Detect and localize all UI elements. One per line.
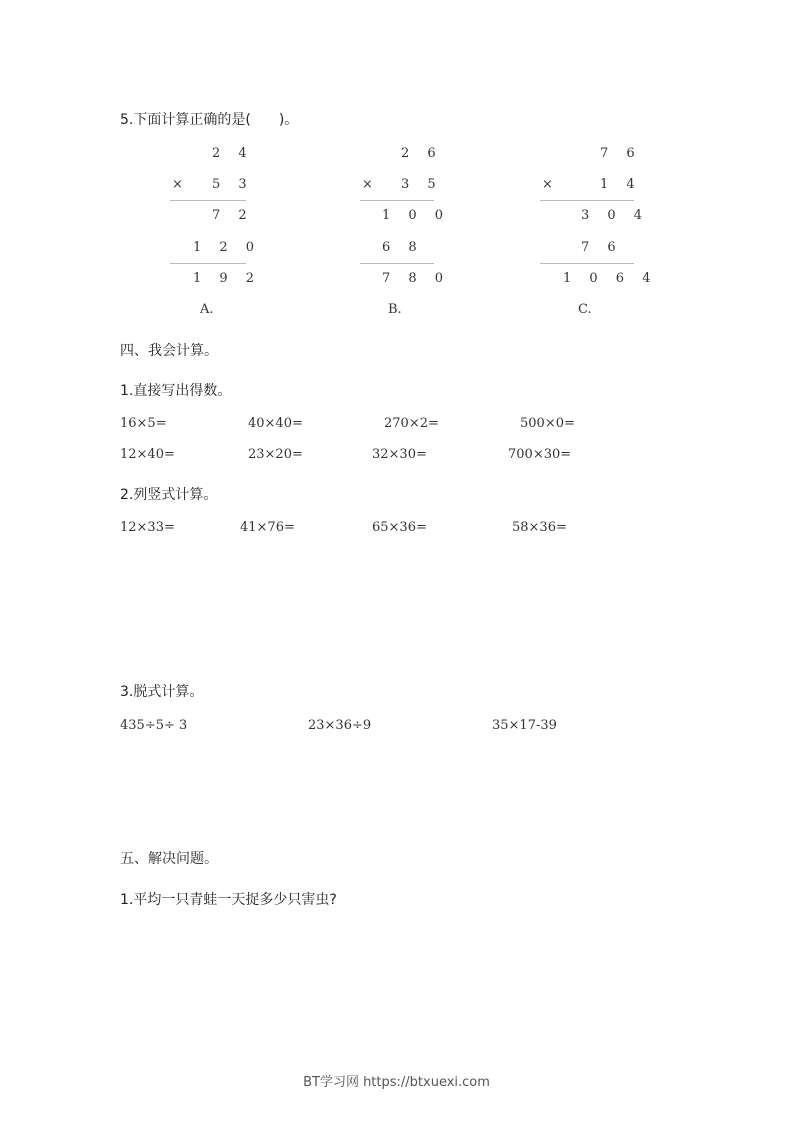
question-5-title: 5.下面计算正确的是( )。 (120, 112, 299, 128)
multiplicand: 2 4 (212, 146, 254, 161)
multiply-sign: × (542, 177, 553, 192)
multiply-sign: × (172, 177, 183, 192)
section-5-heading: 五、解决问题。 (120, 851, 218, 867)
divider-line (170, 200, 246, 201)
multiplier: 3 5 (401, 177, 443, 192)
oral-calc-item: 12×40= (120, 447, 175, 462)
divider-line (360, 263, 434, 264)
divider-line (540, 263, 634, 264)
multiply-sign: × (362, 177, 373, 192)
multiplicand: 2 6 (401, 146, 443, 161)
subsection-1-title: 1.直接写出得数。 (120, 383, 232, 399)
multiplier: 1 4 (600, 177, 642, 192)
vertical-calc-item: 65×36= (372, 520, 427, 535)
section-4-heading: 四、我会计算。 (120, 343, 218, 359)
vertical-calc-item: 58×36= (512, 520, 567, 535)
subsection-2-title: 2.列竖式计算。 (120, 487, 218, 503)
divider-line (360, 200, 434, 201)
vertical-calc-item: 12×33= (120, 520, 175, 535)
oral-calc-item: 500×0= (520, 416, 575, 431)
oral-calc-item: 16×5= (120, 416, 167, 431)
partial-product-1: 7 2 (212, 208, 254, 223)
option-label: A. (200, 302, 214, 317)
product-result: 1 0 6 4 (563, 271, 658, 286)
oral-calc-item: 700×30= (508, 447, 572, 462)
partial-product-1: 3 0 4 (581, 208, 650, 223)
option-label: B. (388, 302, 402, 317)
partial-product-2: 1 2 0 (193, 240, 262, 255)
step-calc-item: 35×17-39 (492, 718, 557, 733)
partial-product-2: 6 8 (382, 240, 424, 255)
option-label: C. (578, 302, 592, 317)
subsection-3-title: 3.脱式计算。 (120, 684, 204, 700)
vertical-calc-item: 41×76= (240, 520, 295, 535)
problem-1-text: 1.平均一只青蛙一天捉多少只害虫? (120, 892, 337, 908)
step-calc-item: 23×36÷9 (308, 718, 372, 733)
oral-calc-item: 40×40= (248, 416, 303, 431)
oral-calc-item: 32×30= (372, 447, 427, 462)
partial-product-2: 7 6 (581, 240, 623, 255)
multiplier: 5 3 (212, 177, 254, 192)
multiplicand: 7 6 (600, 146, 642, 161)
divider-line (170, 263, 246, 264)
oral-calc-item: 23×20= (248, 447, 303, 462)
product-result: 7 8 0 (382, 271, 451, 286)
partial-product-1: 1 0 0 (382, 208, 451, 223)
footer-watermark: BT学习网 https://btxuexi.com (303, 1075, 490, 1090)
divider-line (540, 200, 634, 201)
product-result: 1 9 2 (193, 271, 262, 286)
oral-calc-item: 270×2= (384, 416, 439, 431)
step-calc-item: 435÷5÷ 3 (120, 718, 188, 733)
